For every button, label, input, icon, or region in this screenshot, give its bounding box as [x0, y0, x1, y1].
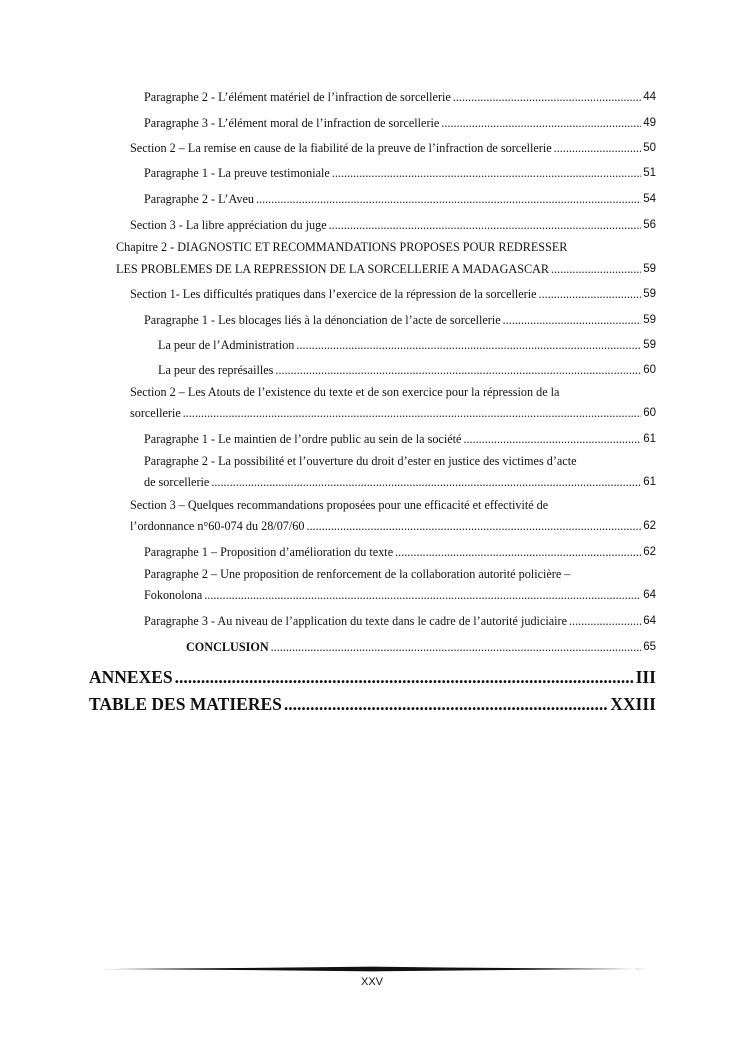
- toc-entry[interactable]: [144, 544, 656, 561]
- toc-entry[interactable]: [144, 191, 656, 208]
- toc-entry-title: l’ordonnance n°60-074 du 28/07/60: [130, 519, 305, 533]
- toc-entry-conclusion[interactable]: [186, 639, 656, 656]
- toc-entry-title-line1: Paragraphe 2 - La possibilité et l’ouverture du droit d’ester en justice des victimes d’acte: [144, 454, 577, 468]
- dot-leader: [463, 431, 641, 448]
- toc-entry[interactable]: [144, 312, 656, 329]
- toc-entry-title: Paragraphe 2 - L’Aveu: [144, 192, 254, 206]
- toc-entry-table-des-matieres[interactable]: [89, 693, 656, 715]
- dot-leader: [175, 666, 634, 688]
- toc-entry[interactable]: [158, 337, 656, 354]
- dot-leader: [395, 544, 641, 561]
- toc-entry-title: La peur de l’Administration: [158, 338, 295, 352]
- toc-page-number: 64: [643, 615, 656, 627]
- toc-page-number: 56: [643, 219, 656, 231]
- dot-leader: [554, 140, 642, 157]
- dot-leader: [453, 89, 641, 106]
- toc-entry[interactable]: [144, 566, 656, 604]
- toc-page-number: 64: [643, 589, 656, 601]
- toc-page-number: 50: [643, 142, 656, 154]
- dot-leader: [306, 518, 641, 535]
- dot-leader: [539, 286, 642, 303]
- dot-leader: [275, 362, 641, 379]
- toc-entry-chapter[interactable]: [116, 239, 656, 278]
- dot-leader: [551, 261, 641, 278]
- toc-entry-title: Section 2 – La remise en cause de la fiabilité de la preuve de l’infraction de sorcellerie: [130, 141, 552, 155]
- dot-leader: [204, 587, 641, 604]
- toc-entry-title: LES PROBLEMES DE LA REPRESSION DE LA SORCELLERIE A MADAGASCAR: [116, 262, 550, 276]
- toc-entry[interactable]: [130, 384, 656, 422]
- toc-entry[interactable]: [144, 115, 656, 132]
- toc-page-number: 51: [643, 167, 656, 179]
- footer-rule: [100, 966, 646, 972]
- toc-entry-title: ANNEXES: [89, 667, 173, 687]
- toc-page-number: XXIII: [610, 694, 656, 714]
- toc-entry-title: Section 3 - La libre appréciation du juge: [130, 218, 327, 232]
- dot-leader: [569, 613, 641, 630]
- dot-leader: [256, 191, 641, 208]
- toc-entry-title: Paragraphe 3 - Au niveau de l’application du texte dans le cadre de l’autorité judiciaire: [144, 614, 568, 628]
- toc-entry-title-line1: Section 3 – Quelques recommandations proposées pour une efficacité et effectivité de: [130, 498, 549, 512]
- dot-leader: [211, 474, 641, 491]
- dot-leader: [332, 165, 641, 182]
- toc-entry-title: Fokonolona: [144, 588, 203, 602]
- toc-page-number: 62: [643, 546, 656, 558]
- toc-entry-title-line1: Chapitre 2 - DIAGNOSTIC ET RECOMMANDATIONS PROPOSES POUR REDRESSER: [116, 240, 568, 254]
- dot-leader: [503, 312, 642, 329]
- toc-entry[interactable]: [144, 613, 656, 630]
- toc-entry-title: Paragraphe 1 - Le maintien de l’ordre public au sein de la société: [144, 432, 462, 446]
- toc-entry[interactable]: [130, 140, 656, 157]
- toc-entry-title: Section 1- Les difficultés pratiques dans l’exercice de la répression de la sorcellerie: [130, 287, 537, 301]
- toc-entry[interactable]: [130, 217, 656, 234]
- toc-entry[interactable]: [144, 89, 656, 106]
- toc-entry-title: CONCLUSION: [186, 640, 269, 654]
- dot-leader: [284, 693, 608, 715]
- toc-entry-title: Paragraphe 1 – Proposition d’amélioration du texte: [144, 545, 394, 559]
- dot-leader: [271, 639, 642, 656]
- toc-entry-title: Paragraphe 1 - La preuve testimoniale: [144, 166, 330, 180]
- toc-entry[interactable]: [144, 165, 656, 182]
- toc-page-number: 61: [643, 476, 656, 488]
- toc-page-number: 44: [643, 91, 656, 103]
- toc-page-number: 59: [643, 314, 656, 326]
- dot-leader: [329, 217, 642, 234]
- toc-page-number: III: [635, 667, 656, 687]
- toc-entry-title: Paragraphe 1 - Les blocages liés à la dénonciation de l’acte de sorcellerie: [144, 313, 501, 327]
- toc-entry-title: Paragraphe 2 - L’élément matériel de l’infraction de sorcellerie: [144, 90, 451, 104]
- toc-entry-title: Paragraphe 3 - L’élément moral de l’infraction de sorcellerie: [144, 116, 440, 130]
- toc-entry[interactable]: [130, 286, 656, 303]
- toc-page-number: 54: [643, 193, 656, 205]
- toc-entry-title-line1: Paragraphe 2 – Une proposition de renforcement de la collaboration autorité policière –: [144, 567, 571, 581]
- toc-page-number: 62: [643, 520, 656, 532]
- toc-page-number: 61: [643, 433, 656, 445]
- toc-page-number: 59: [643, 288, 656, 300]
- toc-entry[interactable]: [158, 362, 656, 379]
- toc-entry-annexes[interactable]: [89, 666, 656, 688]
- toc-page-number: 59: [643, 339, 656, 351]
- toc-entry[interactable]: [130, 497, 656, 535]
- toc-page-number: 65: [643, 641, 656, 653]
- toc-entry-title: de sorcellerie: [144, 475, 210, 489]
- toc-page-number: 59: [643, 263, 656, 275]
- toc-page-number: 60: [643, 407, 656, 419]
- toc-page-number: 49: [643, 117, 656, 129]
- dot-leader: [183, 405, 641, 422]
- toc-entry[interactable]: [144, 431, 656, 448]
- dot-leader: [441, 115, 641, 132]
- toc-entry-title-line1: Section 2 – Les Atouts de l’existence du texte et de son exercice pour la répression de la: [130, 385, 560, 399]
- toc-entry-title: sorcellerie: [130, 406, 181, 420]
- page-number: XXV: [360, 976, 383, 988]
- toc-entry-title: La peur des représailles: [158, 363, 274, 377]
- toc-entry-title: TABLE DES MATIERES: [89, 694, 282, 714]
- toc-page-number: 60: [643, 364, 656, 376]
- dot-leader: [296, 337, 641, 354]
- toc-entry[interactable]: [144, 453, 656, 491]
